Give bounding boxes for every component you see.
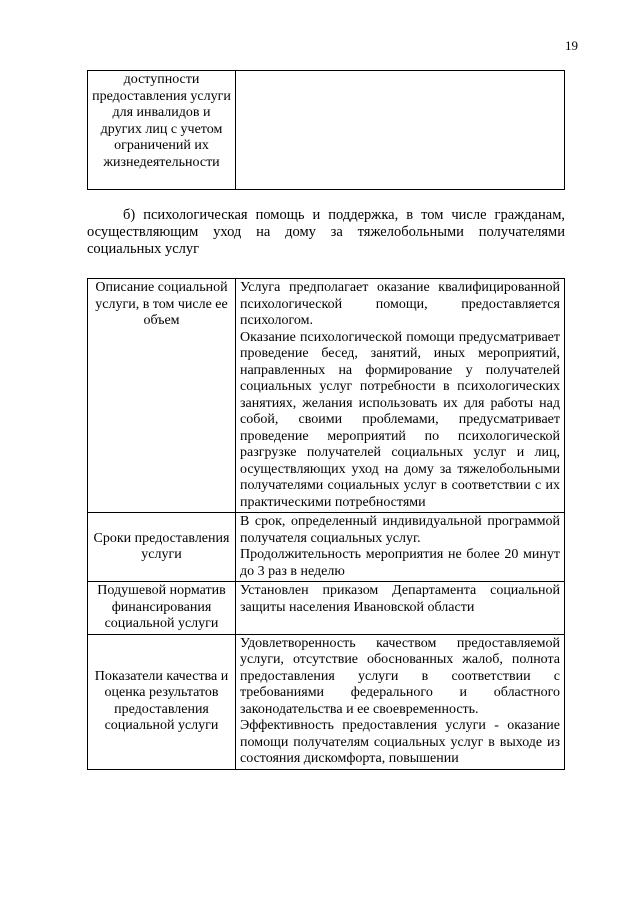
table-row: [88, 513, 565, 582]
quality-text-1: Удовлетворенность качеством предоставляемой услуги, отсутствие обоснованных жалоб, полнота предоставления услуги в соответствии с требованиями федерального и областного законодательства и ее своевременность.: [240, 635, 560, 717]
quality-text-2: Эффективность предоставления услуги - оказание помощи получателям социальных услуг в выходе из состояния дискомфорта, повышении: [240, 718, 560, 766]
row-label-description: Описание социальной услуги, в том числе ее объем: [88, 279, 236, 513]
row-content-normative: [236, 582, 565, 635]
table-row: [88, 582, 565, 635]
table-row: [88, 634, 565, 769]
row-label-normative: Подушевой норматив финансирования социальной услуги: [88, 582, 236, 635]
page-number: 19: [565, 38, 578, 53]
row-label-terms: Сроки предоставления услуги: [88, 513, 236, 582]
top-table-fragment: [87, 70, 565, 190]
row-content-terms: [236, 513, 565, 582]
row-content-description: [236, 279, 565, 513]
description-text-2: Оказание психологической помощи предусматривает проведение бесед, занятий, иных мероприятий, направленных на формирование у получателей социальных услуг потребности в психологических занятиях, желания использовать их для работы над собой, своими проблемами, предусматривает проведение мероприятий по психологической разгрузке получателей социальных услуг и лиц, осуществляющих уход на дому за тяжелобольными получателями социальных услуг в соответствии с их практическими потребностями: [240, 329, 560, 510]
row-content-quality: [236, 634, 565, 769]
service-table: [87, 278, 565, 770]
terms-text-2: Продолжительность мероприятия не более 20 минут до 3 раз в неделю: [240, 547, 560, 579]
description-text-1: Услуга предполагает оказание квалифицированной психологической помощи, предоставляется психологом.: [240, 280, 560, 328]
table-row: [88, 71, 565, 190]
row-label-quality: Показатели качества и оценка результатов предоставления социальной услуги: [88, 634, 236, 769]
top-table-right-cell: [236, 71, 565, 190]
terms-text-1: В срок, определенный индивидуальной программой получателя социальных услуг.: [240, 514, 560, 546]
top-table-left-cell: доступности предоставления услуги для инвалидов и других лиц с учетом ограничений их жизнедеятельности: [88, 71, 236, 190]
table-row: [88, 279, 565, 513]
normative-text-1: Установлен приказом Департамента социальной защиты населения Ивановской области: [240, 583, 560, 615]
section-paragraph-text: б) психологическая помощь и поддержка, в том числе гражданам, осуществляющим уход на дому за тяжелобольными получателями социальных услуг: [87, 207, 565, 257]
section-paragraph: [87, 207, 565, 258]
